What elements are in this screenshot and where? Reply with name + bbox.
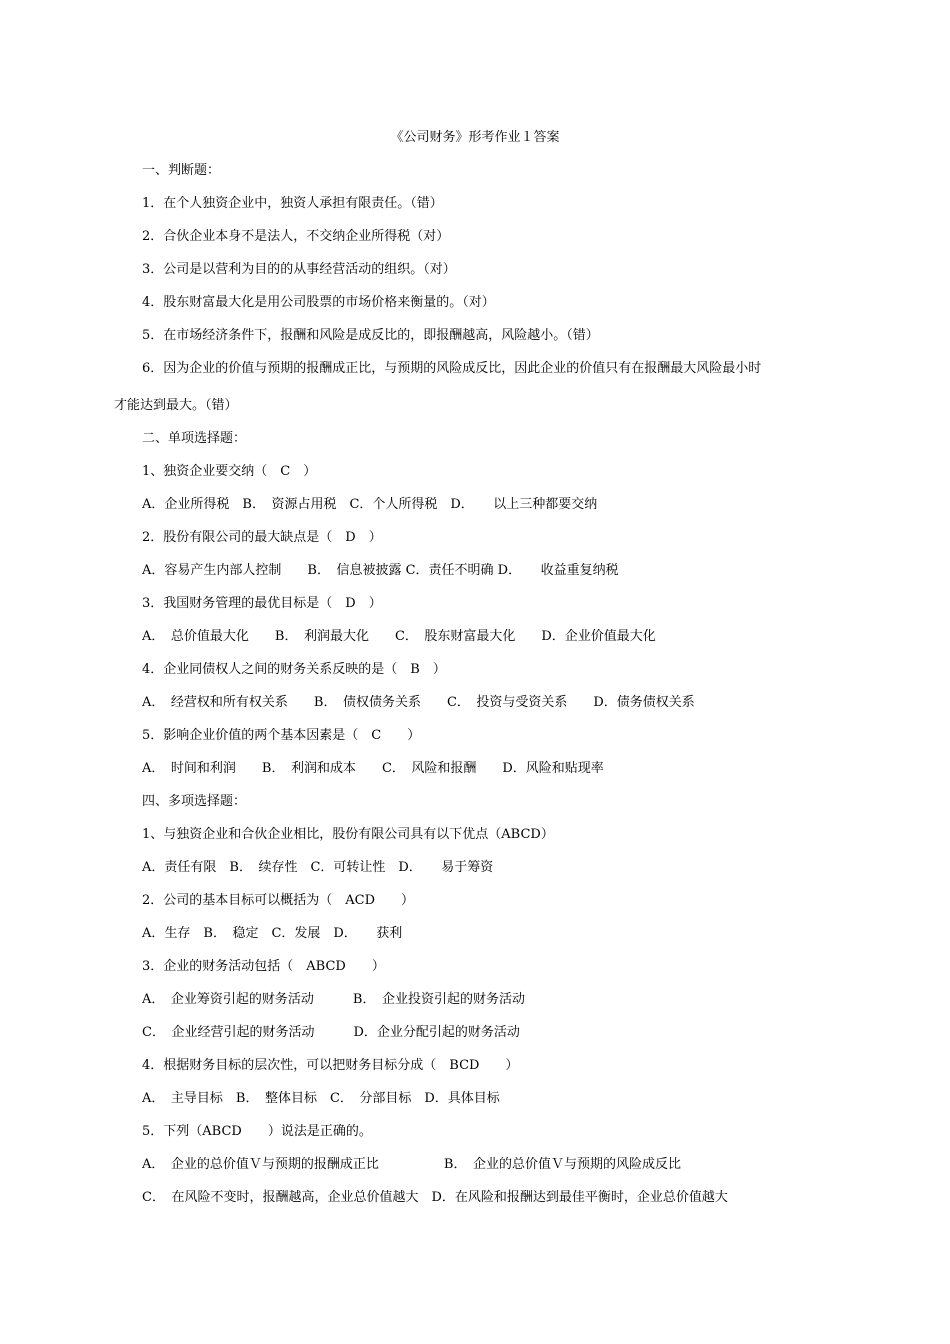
question-line: 1．在个人独资企业中，独资人承担有限责任。（错） [142, 196, 443, 211]
options-line: A． 企业筹资引起的财务活动 B． 企业投资引起的财务活动 [142, 992, 525, 1007]
question-line: 3．公司是以营利为目的的从事经营活动的组织。（对） [142, 262, 456, 277]
document-title: 《公司财务》形考作业１答案 [390, 130, 560, 145]
question-line: 6．因为企业的价值与预期的报酬成正比，与预期的风险成反比，因此企业的价值只有在报酬最大风险最小时 [142, 361, 762, 376]
options-line: C． 在风险不变时，报酬越高，企业总价值越大 D．在风险和报酬达到最佳平衡时，企业总价值越大 [142, 1190, 728, 1205]
question-line-continued: 才能达到最大。（错） [114, 398, 238, 413]
options-line: A．责任有限 B． 续存性 C．可转让性 D． 易于筹资 [142, 860, 494, 875]
question-line: 5．影响企业价值的两个基本因素是（ C ） [142, 728, 421, 743]
options-line: A． 主导目标 B． 整体目标 C． 分部目标 D．具体目标 [142, 1091, 500, 1106]
question-line: 2．公司的基本目标可以概括为（ ACD ） [142, 893, 415, 908]
question-line: 4．根据财务目标的层次性，可以把财务目标分成（ BCD ） [142, 1058, 519, 1073]
options-line: C． 企业经营引起的财务活动 D．企业分配引起的财务活动 [142, 1025, 520, 1040]
question-line: 1、独资企业要交纳（ C ） [142, 464, 317, 479]
section-heading-true-false: 一、判断题： [142, 163, 221, 178]
question-line: 3．企业的财务活动包括（ ABCD ） [142, 959, 385, 974]
section-heading-single-choice: 二、单项选择题： [142, 431, 247, 446]
options-line: A．容易产生内部人控制 B． 信息被披露 C．责任不明确 D． 收益重复纳税 [142, 563, 619, 578]
question-line: 1、与独资企业和合伙企业相比，股份有限公司具有以下优点（ABCD） [142, 827, 554, 842]
options-line: A． 时间和利润 B． 利润和成本 C． 风险和报酬 D．风险和贴现率 [142, 761, 604, 776]
question-line: 2．股份有限公司的最大缺点是（ D ） [142, 530, 382, 545]
options-line: A． 企业的总价值Ｖ与预期的报酬成正比 B． 企业的总价值Ｖ与预期的风险成反比 [142, 1157, 681, 1172]
options-line: A． 总价值最大化 B． 利润最大化 C． 股东财富最大化 D．企业价值最大化 [142, 629, 656, 644]
section-heading-multiple-choice: 四、多项选择题： [142, 794, 247, 809]
question-line: 5．下列（ABCD ）说法是正确的。 [142, 1124, 372, 1139]
options-line: A． 经营权和所有权关系 B． 债权债务关系 C． 投资与受资关系 D．债务债权关系 [142, 695, 695, 710]
question-line: 2．合伙企业本身不是法人，不交纳企业所得税（对） [142, 229, 450, 244]
question-line: 4．股东财富最大化是用公司股票的市场价格来衡量的。（对） [142, 295, 495, 310]
options-line: A．生存 B． 稳定 C．发展 D． 获利 [142, 926, 403, 941]
options-line: A．企业所得税 B． 资源占用税 C．个人所得税 D． 以上三种都要交纳 [142, 497, 598, 512]
question-line: 3．我国财务管理的最优目标是（ D ） [142, 596, 382, 611]
question-line: 4．企业同债权人之间的财务关系反映的是（ B ） [142, 662, 446, 677]
question-line: 5．在市场经济条件下，报酬和风险是成反比的，即报酬越高，风险越小。（错） [142, 328, 599, 343]
